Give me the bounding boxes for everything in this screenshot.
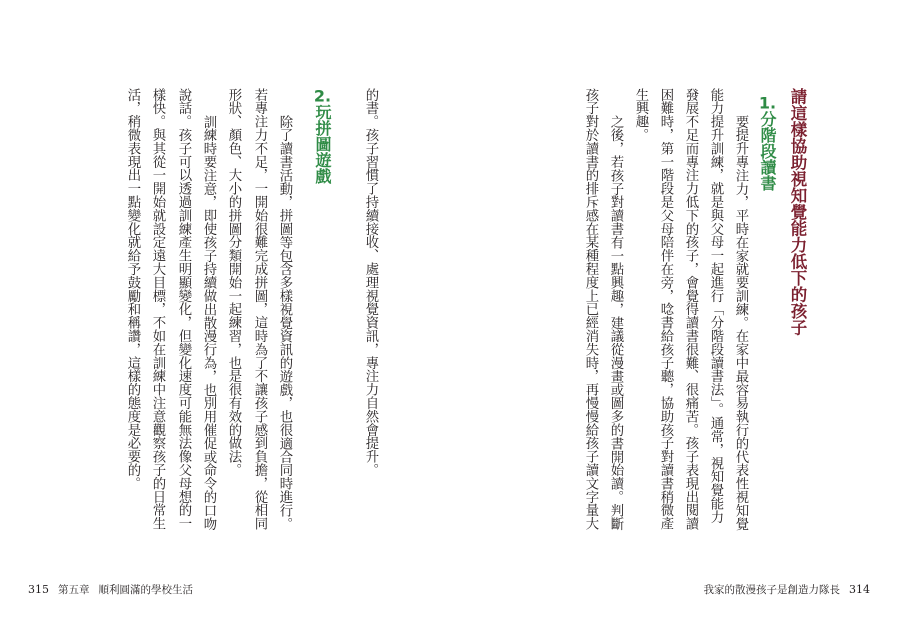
text-line: 若專注力不足，一開始很難完成拼圖，這時為了不讓孩子感到負擔，從相同 [252, 88, 267, 531]
text-line: 除了讀書活動，拼圖等包含多樣視覺資訊的遊戲，也很適合同時進行。 [277, 114, 292, 531]
running-footer-left [28, 583, 202, 597]
text-line: 的書。孩子習慣了持續接收、處理視覺資訊，專注力自然會提升。 [363, 88, 378, 477]
text-line: 樣快。與其從一開始就設定遠大目標，不如在訓練中注意觀察孩子的日常生 [150, 88, 165, 531]
heading-number: 2. [313, 88, 332, 104]
subsection-heading-1 [758, 95, 776, 191]
text-line: 訓練時要注意，即使孩子持續做出散漫行為，也別用催促或命令的口吻 [201, 114, 216, 531]
running-footer-right [704, 583, 871, 597]
heading-number: 1. [758, 95, 777, 111]
section-title: 請這樣協助視知覺能力低下的孩子 [788, 88, 807, 336]
text-line: 形狀、顏色、大小的拼圖分類開始一起練習，也是很有效的做法。 [226, 88, 241, 477]
text-line: 說話。孩子可以透過訓練產生明顯變化，但變化速度可能無法像父母想的一 [176, 88, 191, 531]
page-number: 314 [849, 583, 870, 596]
page-number: 315 [28, 583, 49, 596]
text-line: 要提升專注力，平時在家就要訓練。在家中最容易執行的代表性視知覺 [733, 114, 748, 531]
text-line: 生興趣。 [633, 88, 648, 142]
text-line: 活，稍微表現出一點變化就給予鼓勵和稱讚，這樣的態度是必要的。 [125, 88, 140, 490]
heading-text: 玩拼圖遊戲 [313, 104, 332, 184]
subsection-heading-2 [313, 88, 331, 184]
chapter-name: 順利圓滿的學校生活 [98, 584, 193, 596]
text-line: 之後，若孩子對讀書有一點興趣，建議從漫畫或圖多的書開始讀。判斷 [608, 114, 623, 531]
text-line: 發展不足而專注力低下的孩子，會覺得讀書很難、很痛苦。孩子表現出閱讀 [683, 88, 698, 531]
chapter-label: 第五章 [58, 584, 90, 596]
book-title: 我家的散漫孩子是創造力隊長 [703, 584, 840, 596]
text-line: 能力提升訓練，就是與父母一起進行「分階段讀書法」。通常，視知覺能力 [708, 88, 723, 524]
text-line: 困難時，第一階段是父母陪伴在旁，唸書給孩子聽，協助孩子對讀書稍微產 [658, 88, 673, 531]
heading-text: 分階段讀書 [758, 111, 777, 191]
text-line: 孩子對於讀書的排斥感在某種程度上已經消失時，再慢慢給孩子讀文字量大 [583, 88, 598, 531]
right-page [450, 0, 900, 630]
